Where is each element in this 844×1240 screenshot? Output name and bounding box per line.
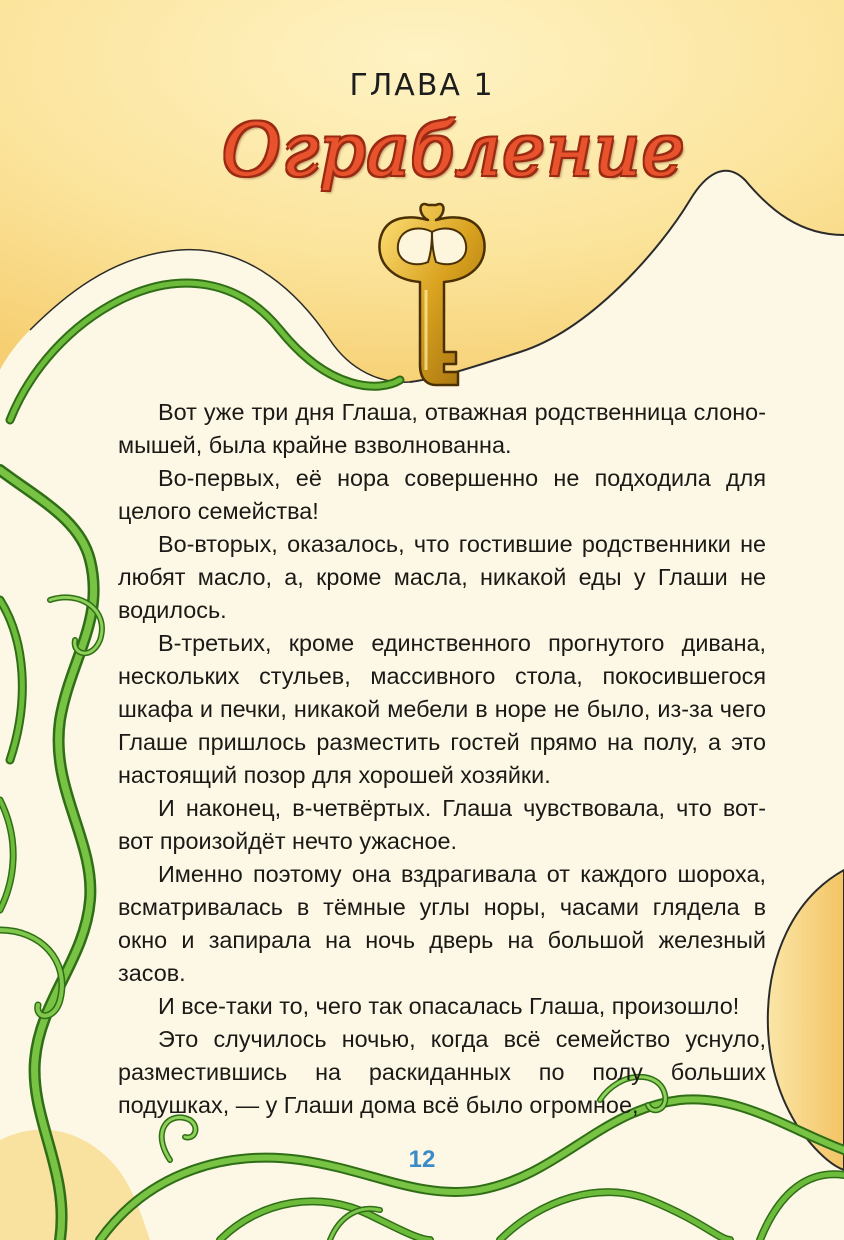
chapter-body [118,396,766,1122]
paragraph: Во-вторых, оказалось, что гостившие родственники не любят масло, а, кроме масла, никакой еды у Глаши не водилось. [118,531,766,623]
paragraph: Именно поэтому она вздрагивала от каждого шороха, всматривалась в тёмные углы норы, часами глядела в окно и запирала на ночь дверь на большой железный засов. [118,861,766,986]
page-number: 12 [408,1146,436,1173]
paragraph: Вот уже три дня Глаша, отважная родственница слоно-мышей, была крайне взволнованна. [118,399,766,458]
paragraph: И наконец, в-четвёртых. Глаша чувствовала, что вот-вот произойдёт нечто ужасное. [118,795,766,854]
paragraph: Во-первых, её нора совершенно не подходила для целого семейства! [118,465,766,524]
paragraph: И все-таки то, чего так опасалась Глаша, произошло! [158,993,740,1019]
paragraph: Это случилось ночью, когда всё семейство уснуло, разместившись на раскиданных по полу больших подушках, — у Глаши дома всё было огромное, [118,1026,766,1118]
chapter-label: ГЛАВА 1 [349,68,495,103]
paragraph: В-третьих, кроме единственного прогнутого дивана, нескольких стульев, массивного стола, покосившегося шкафа и печки, никакой мебели в норе не было, из-за чего Глаше пришлось разместить гостей прямо на полу, а это настоящий позор для хорошей хозяйки. [118,630,766,788]
chapter-title: Ограбление [222,108,686,192]
